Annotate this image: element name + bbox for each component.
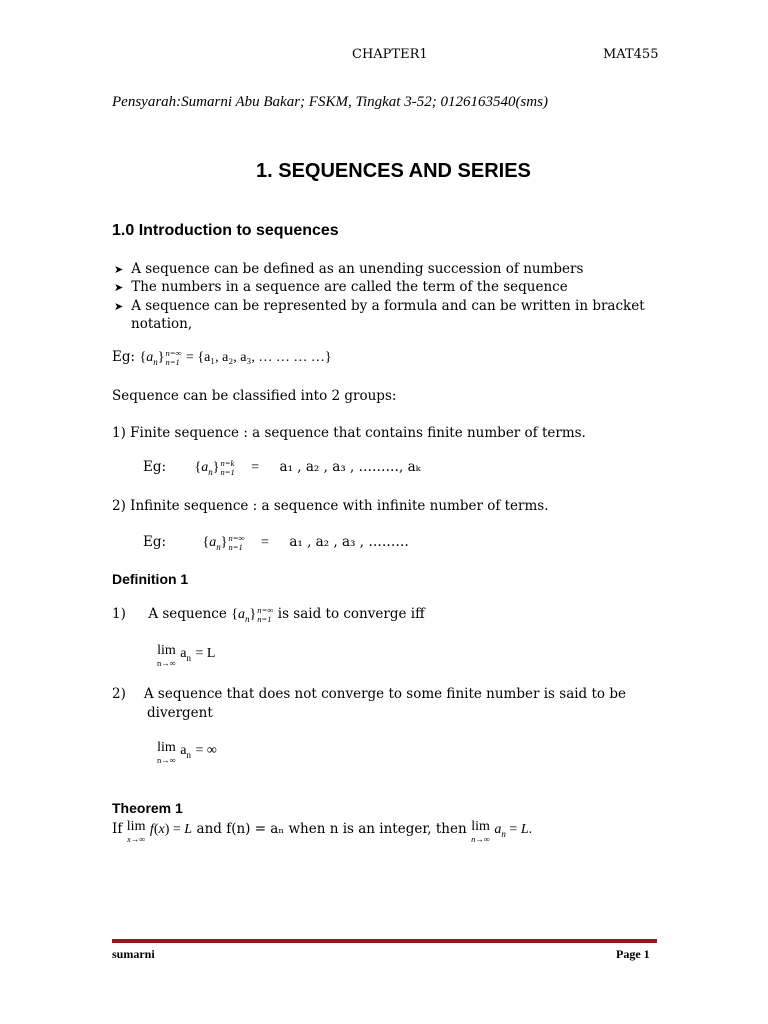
arrow-bullet-icon: ➤ — [114, 281, 124, 294]
sequence-notation: $\{a_n\}n=k$ n=1 — [194, 457, 235, 477]
section-heading: 1.0 Introduction to sequences — [112, 222, 339, 239]
footer-rule — [112, 939, 657, 943]
sequence-notation: $\{a_n\}n=\infty$ n=1 — [139, 347, 182, 367]
header-course: MAT455 — [603, 47, 659, 62]
classify-text: Sequence can be classified into 2 groups: — [112, 388, 397, 404]
bullet-item: ➤ A sequence can be represented by a formula and can be written in bracket — [114, 298, 645, 314]
limit-diverge: lim n→∞ $a_n$ = ∞ — [157, 740, 217, 765]
finite-text: 1) Finite sequence : a sequence that contains finite number of terms. — [112, 425, 586, 441]
footer-author: sumarni — [112, 947, 155, 961]
footer-page: Page 1 — [616, 947, 650, 961]
sequence-notation: $\{a_n\}n=\infty$ n=1 — [202, 532, 245, 552]
example-formula: Eg: $\{a_n\}n=\infty$ n=1 = {a₁, a₂, a₃, … … … …} — [112, 347, 332, 367]
definition-item-1: 1) A sequence $\{a_n\}n=\infty$ n=1 is said to converge iff — [112, 604, 425, 624]
bullet-item: ➤ The numbers in a sequence are called the term of the sequence — [114, 279, 568, 295]
definition-item-2: 2) A sequence that does not converge to some finite number is said to be — [112, 686, 626, 702]
definition-item-2-cont: divergent — [147, 705, 213, 721]
page-title: 1. SEQUENCES AND SERIES — [256, 160, 531, 182]
arrow-bullet-icon: ➤ — [114, 300, 124, 313]
sequence-notation: $\{a_n\}n=\infty$ n=1 — [231, 604, 274, 624]
bullet-continuation: notation, — [131, 316, 193, 332]
theorem-heading: Theorem 1 — [112, 800, 183, 816]
header-chapter: CHAPTER1 — [352, 47, 428, 62]
definition-heading: Definition 1 — [112, 571, 189, 587]
theorem-statement: If lim x→∞ f(x) = L and f(n) = aₙ when n is an integer, then lim n→∞ $a_n = L$. — [112, 819, 533, 844]
finite-example: Eg: $\{a_n\}n=k$ n=1 = a₁ , a₂ , a₃ , ………, aₖ — [143, 457, 421, 477]
infinite-example: Eg: $\{a_n\}n=\infty$ n=1 = a₁ , a₂ , a₃ , ……… — [143, 532, 409, 552]
lecturer-info: Pensyarah:Sumarni Abu Bakar; FSKM, Tingkat 3-52; 0126163540(sms) — [112, 94, 548, 110]
limit-converge: lim n→∞ $a_n = L$ — [157, 643, 216, 668]
infinite-text: 2) Infinite sequence : a sequence with infinite number of terms. — [112, 498, 549, 514]
bullet-item: ➤ A sequence can be defined as an unending succession of numbers — [114, 261, 584, 277]
arrow-bullet-icon: ➤ — [114, 263, 124, 276]
